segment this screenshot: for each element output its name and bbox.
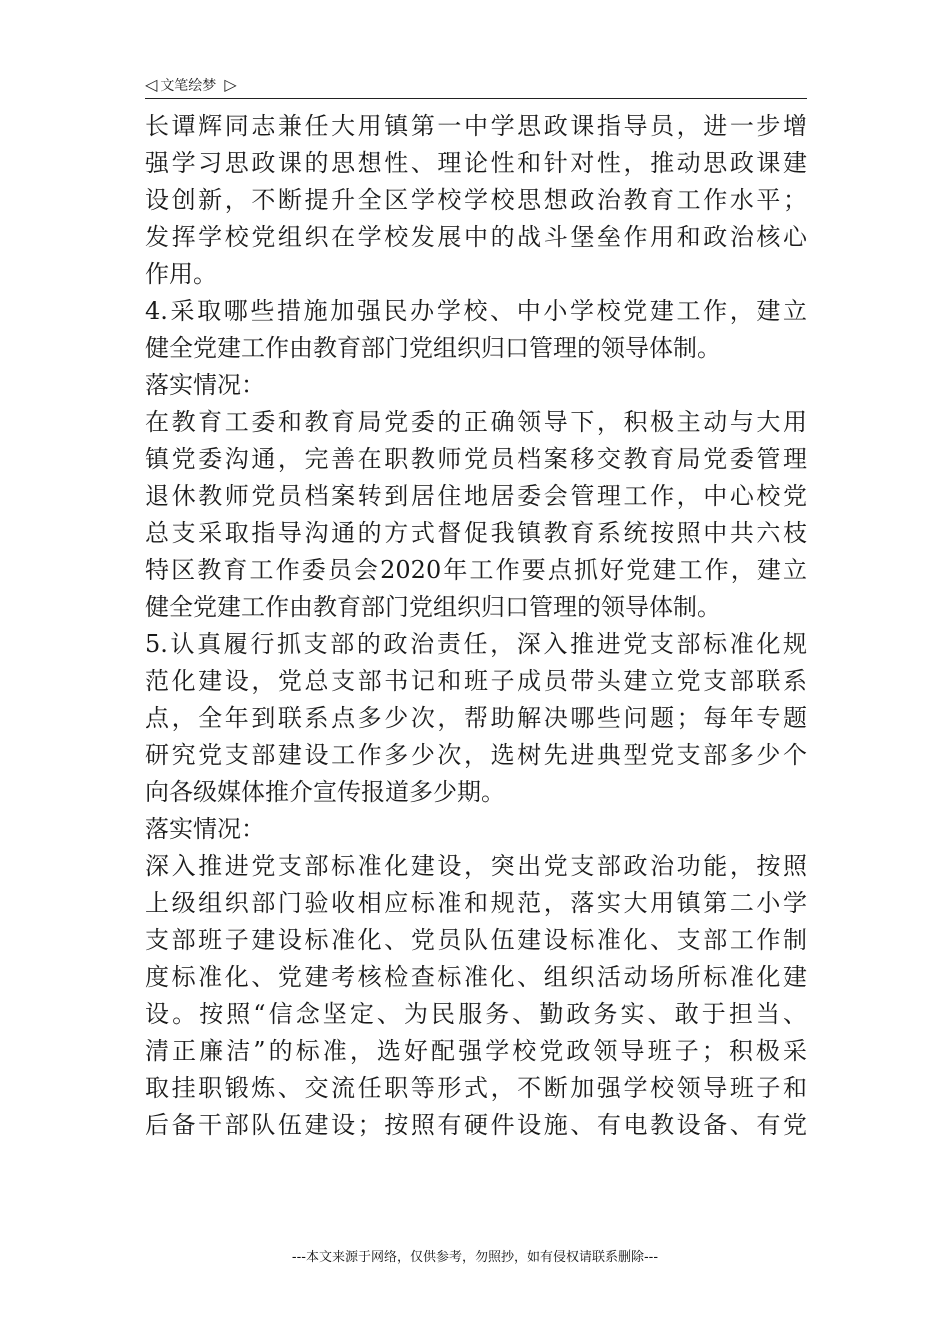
- text-line: 镇党委沟通，完善在职教师党员档案移交教育局党委管理: [145, 445, 807, 473]
- text-line: 作用。: [145, 260, 217, 288]
- text-line: 度标准化、党建考核检查标准化、组织活动场所标准化建: [145, 963, 807, 991]
- text-line: 后备干部队伍建设；按照有硬件设施、有电教设备、有党: [145, 1111, 807, 1139]
- text-line: 落实情况：: [145, 815, 265, 843]
- left-triangle-icon: ◁: [145, 75, 158, 94]
- page-header: [145, 72, 807, 99]
- text-line: 特区教育工作委员会2020年工作要点抓好党建工作，建立: [145, 556, 807, 584]
- text-line: 点，全年到联系点多少次，帮助解决哪些问题；每年专题: [145, 704, 807, 732]
- text-line: 健全党建工作由教育部门党组织归口管理的领导体制。: [145, 593, 721, 621]
- text-line: 长谭辉同志兼任大用镇第一中学思政课指导员，进一步增: [145, 112, 807, 140]
- header-title: 文笔绘梦: [160, 78, 217, 94]
- text-line: 5.认真履行抓支部的政治责任，深入推进党支部标准化规: [145, 630, 807, 658]
- footer-notice: ---本文来源于网络，仅供参考，勿照抄，如有侵权请联系删除---: [291, 1250, 659, 1265]
- right-triangle-icon: ▷: [224, 75, 237, 94]
- text-line: 研究党支部建设工作多少次，选树先进典型党支部多少个: [145, 741, 807, 769]
- text-line: 向各级媒体推介宣传报道多少期。: [145, 778, 505, 806]
- text-line: 4.采取哪些措施加强民办学校、中小学校党建工作，建立: [145, 297, 807, 325]
- text-line: 在教育工委和教育局党委的正确领导下，积极主动与大用: [145, 408, 807, 436]
- text-line: 范化建设，党总支部书记和班子成员带头建立党支部联系: [145, 667, 807, 695]
- text-line: 支部班子建设标准化、党员队伍建设标准化、支部工作制: [145, 926, 807, 954]
- text-line: 上级组织部门验收相应标准和规范，落实大用镇第二小学: [145, 889, 807, 917]
- text-line: 设。按照“信念坚定、为民服务、勤政务实、敢于担当、: [145, 1000, 807, 1028]
- text-line: 取挂职锻炼、交流任职等形式，不断加强学校领导班子和: [145, 1074, 807, 1102]
- text-line: 发挥学校党组织在学校发展中的战斗堡垒作用和政治核心: [145, 223, 807, 251]
- text-line: 设创新，不断提升全区学校学校思想政治教育工作水平；: [145, 186, 807, 214]
- text-line: 深入推进党支部标准化建设，突出党支部政治功能，按照: [145, 852, 807, 880]
- text-line: 落实情况：: [145, 371, 265, 399]
- text-line: 退休教师党员档案转到居住地居委会管理工作，中心校党: [145, 482, 807, 510]
- text-line: 健全党建工作由教育部门党组织归口管理的领导体制。: [145, 334, 721, 362]
- text-line: 总支采取指导沟通的方式督促我镇教育系统按照中共六枝: [145, 519, 807, 547]
- text-line: 强学习思政课的思想性、理论性和针对性，推动思政课建: [145, 149, 807, 177]
- document-body: [145, 108, 807, 1144]
- text-line: 清正廉洁”的标准，选好配强学校党政领导班子；积极采: [145, 1037, 807, 1065]
